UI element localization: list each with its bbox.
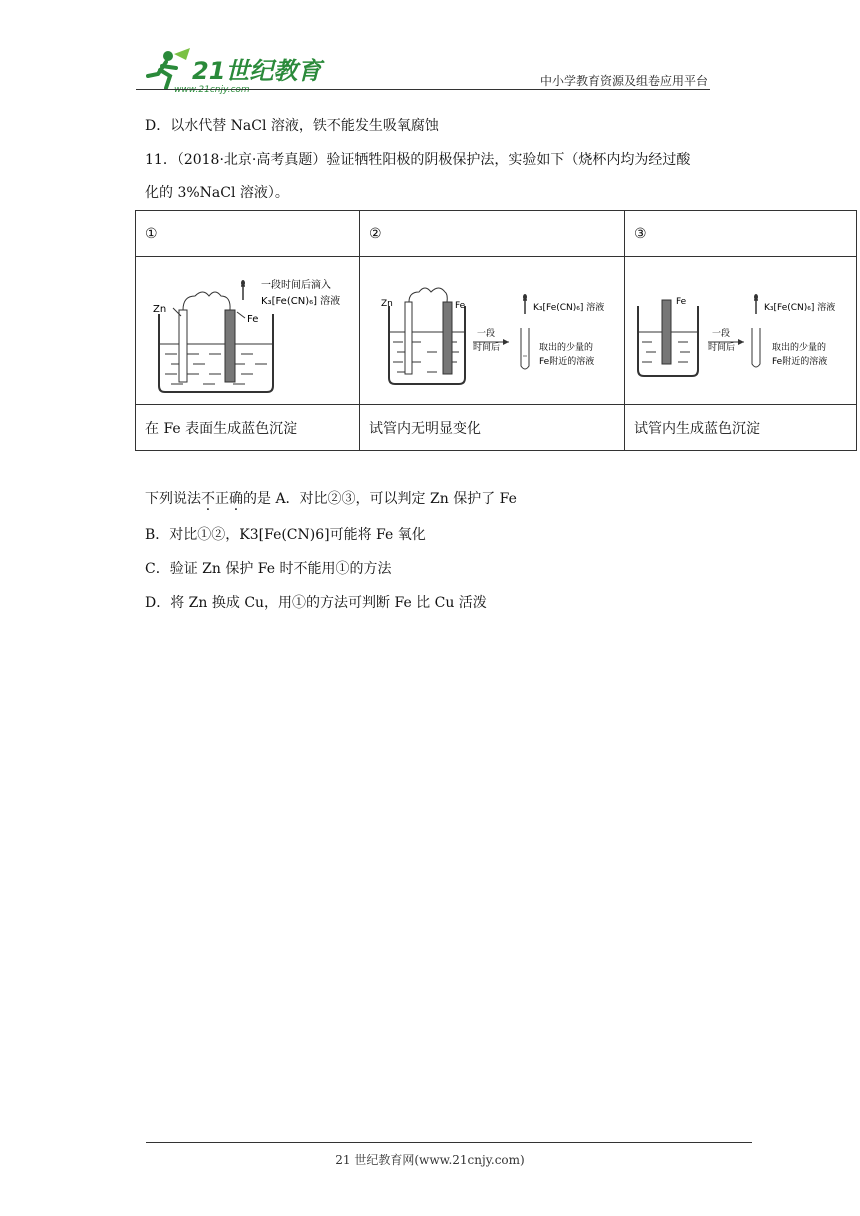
col-header-2: ② <box>360 211 625 257</box>
emphasis-char: 不 <box>201 491 215 507</box>
result-3: 试管内生成蓝色沉淀 <box>625 405 857 451</box>
col-header-3: ③ <box>625 211 857 257</box>
option-b: B．对比①②，K3[Fe(CN)6]可能将 Fe 氧化 <box>145 527 426 543</box>
runner-icon <box>148 48 190 88</box>
col-header-1: ① <box>136 211 360 257</box>
svg-text:www.21cnjy.com: www.21cnjy.com <box>174 85 250 94</box>
svg-text:取出的少量的: 取出的少量的 <box>539 342 594 353</box>
svg-text:时间后: 时间后 <box>707 342 735 353</box>
svg-text:K₃[Fe(CN)₆] 溶液: K₃[Fe(CN)₆] 溶液 <box>260 295 340 307</box>
question-11-stem-line2: 化的 3%NaCl 溶液）。 <box>145 185 289 201</box>
footer-divider <box>146 1142 752 1143</box>
svg-text:Fe: Fe <box>455 300 466 311</box>
svg-text:Zn: Zn <box>152 303 166 315</box>
option-c: C．验证 Zn 保护 Fe 时不能用①的方法 <box>145 561 392 577</box>
experiment-table <box>135 210 857 451</box>
apparatus-diagram-1 <box>143 266 353 396</box>
header-divider <box>136 89 710 90</box>
figure-cell-3 <box>625 257 857 405</box>
emphasis-char: 确 <box>229 491 243 507</box>
option-d-previous: D．以水代替 NaCl 溶液，铁不能发生吸氧腐蚀 <box>145 118 439 134</box>
apparatus-diagram-3 <box>626 266 856 396</box>
svg-text:Fe: Fe <box>675 296 686 307</box>
figure-cell-1 <box>136 257 360 405</box>
site-logo <box>138 46 328 94</box>
result-1: 在 Fe 表面生成蓝色沉淀 <box>136 405 360 451</box>
svg-text:一段: 一段 <box>477 328 496 339</box>
svg-text:K₃[Fe(CN)₆] 溶液: K₃[Fe(CN)₆] 溶液 <box>763 302 835 313</box>
svg-text:取出的少量的: 取出的少量的 <box>771 342 826 353</box>
svg-text:一段时间后滴入: 一段时间后滴入 <box>260 279 331 291</box>
svg-text:时间后: 时间后 <box>473 342 501 353</box>
platform-name: 中小学教育资源及组卷应用平台 <box>539 74 708 88</box>
figure-cell-2 <box>360 257 625 405</box>
result-2: 试管内无明显变化 <box>360 405 625 451</box>
svg-text:Fe: Fe <box>246 313 258 325</box>
svg-text:Zn: Zn <box>381 298 393 309</box>
svg-text:Fe附近的溶液: Fe附近的溶液 <box>771 356 827 367</box>
svg-text:Fe附近的溶液: Fe附近的溶液 <box>539 356 595 367</box>
option-d: D．将 Zn 换成 Cu，用①的方法可判断 Fe 比 Cu 活泼 <box>145 595 487 611</box>
apparatus-diagram-2 <box>369 266 615 396</box>
footer-text: 21 世纪教育网(www.21cnjy.com) <box>335 1153 525 1167</box>
svg-text:21世纪教育: 21世纪教育 <box>192 57 322 85</box>
question-stem-option-a: 下列说法不正确的是 A．对比②③，可以判定 Zn 保护了 Fe <box>145 491 517 507</box>
svg-text:K₃[Fe(CN)₆] 溶液: K₃[Fe(CN)₆] 溶液 <box>533 302 605 313</box>
svg-text:一段: 一段 <box>711 328 730 339</box>
question-11-stem-line1: 11．（2018·北京·高考真题）验证牺牲阳极的阴极保护法，实验如下（烧杯内均为经过酸 <box>145 152 691 168</box>
